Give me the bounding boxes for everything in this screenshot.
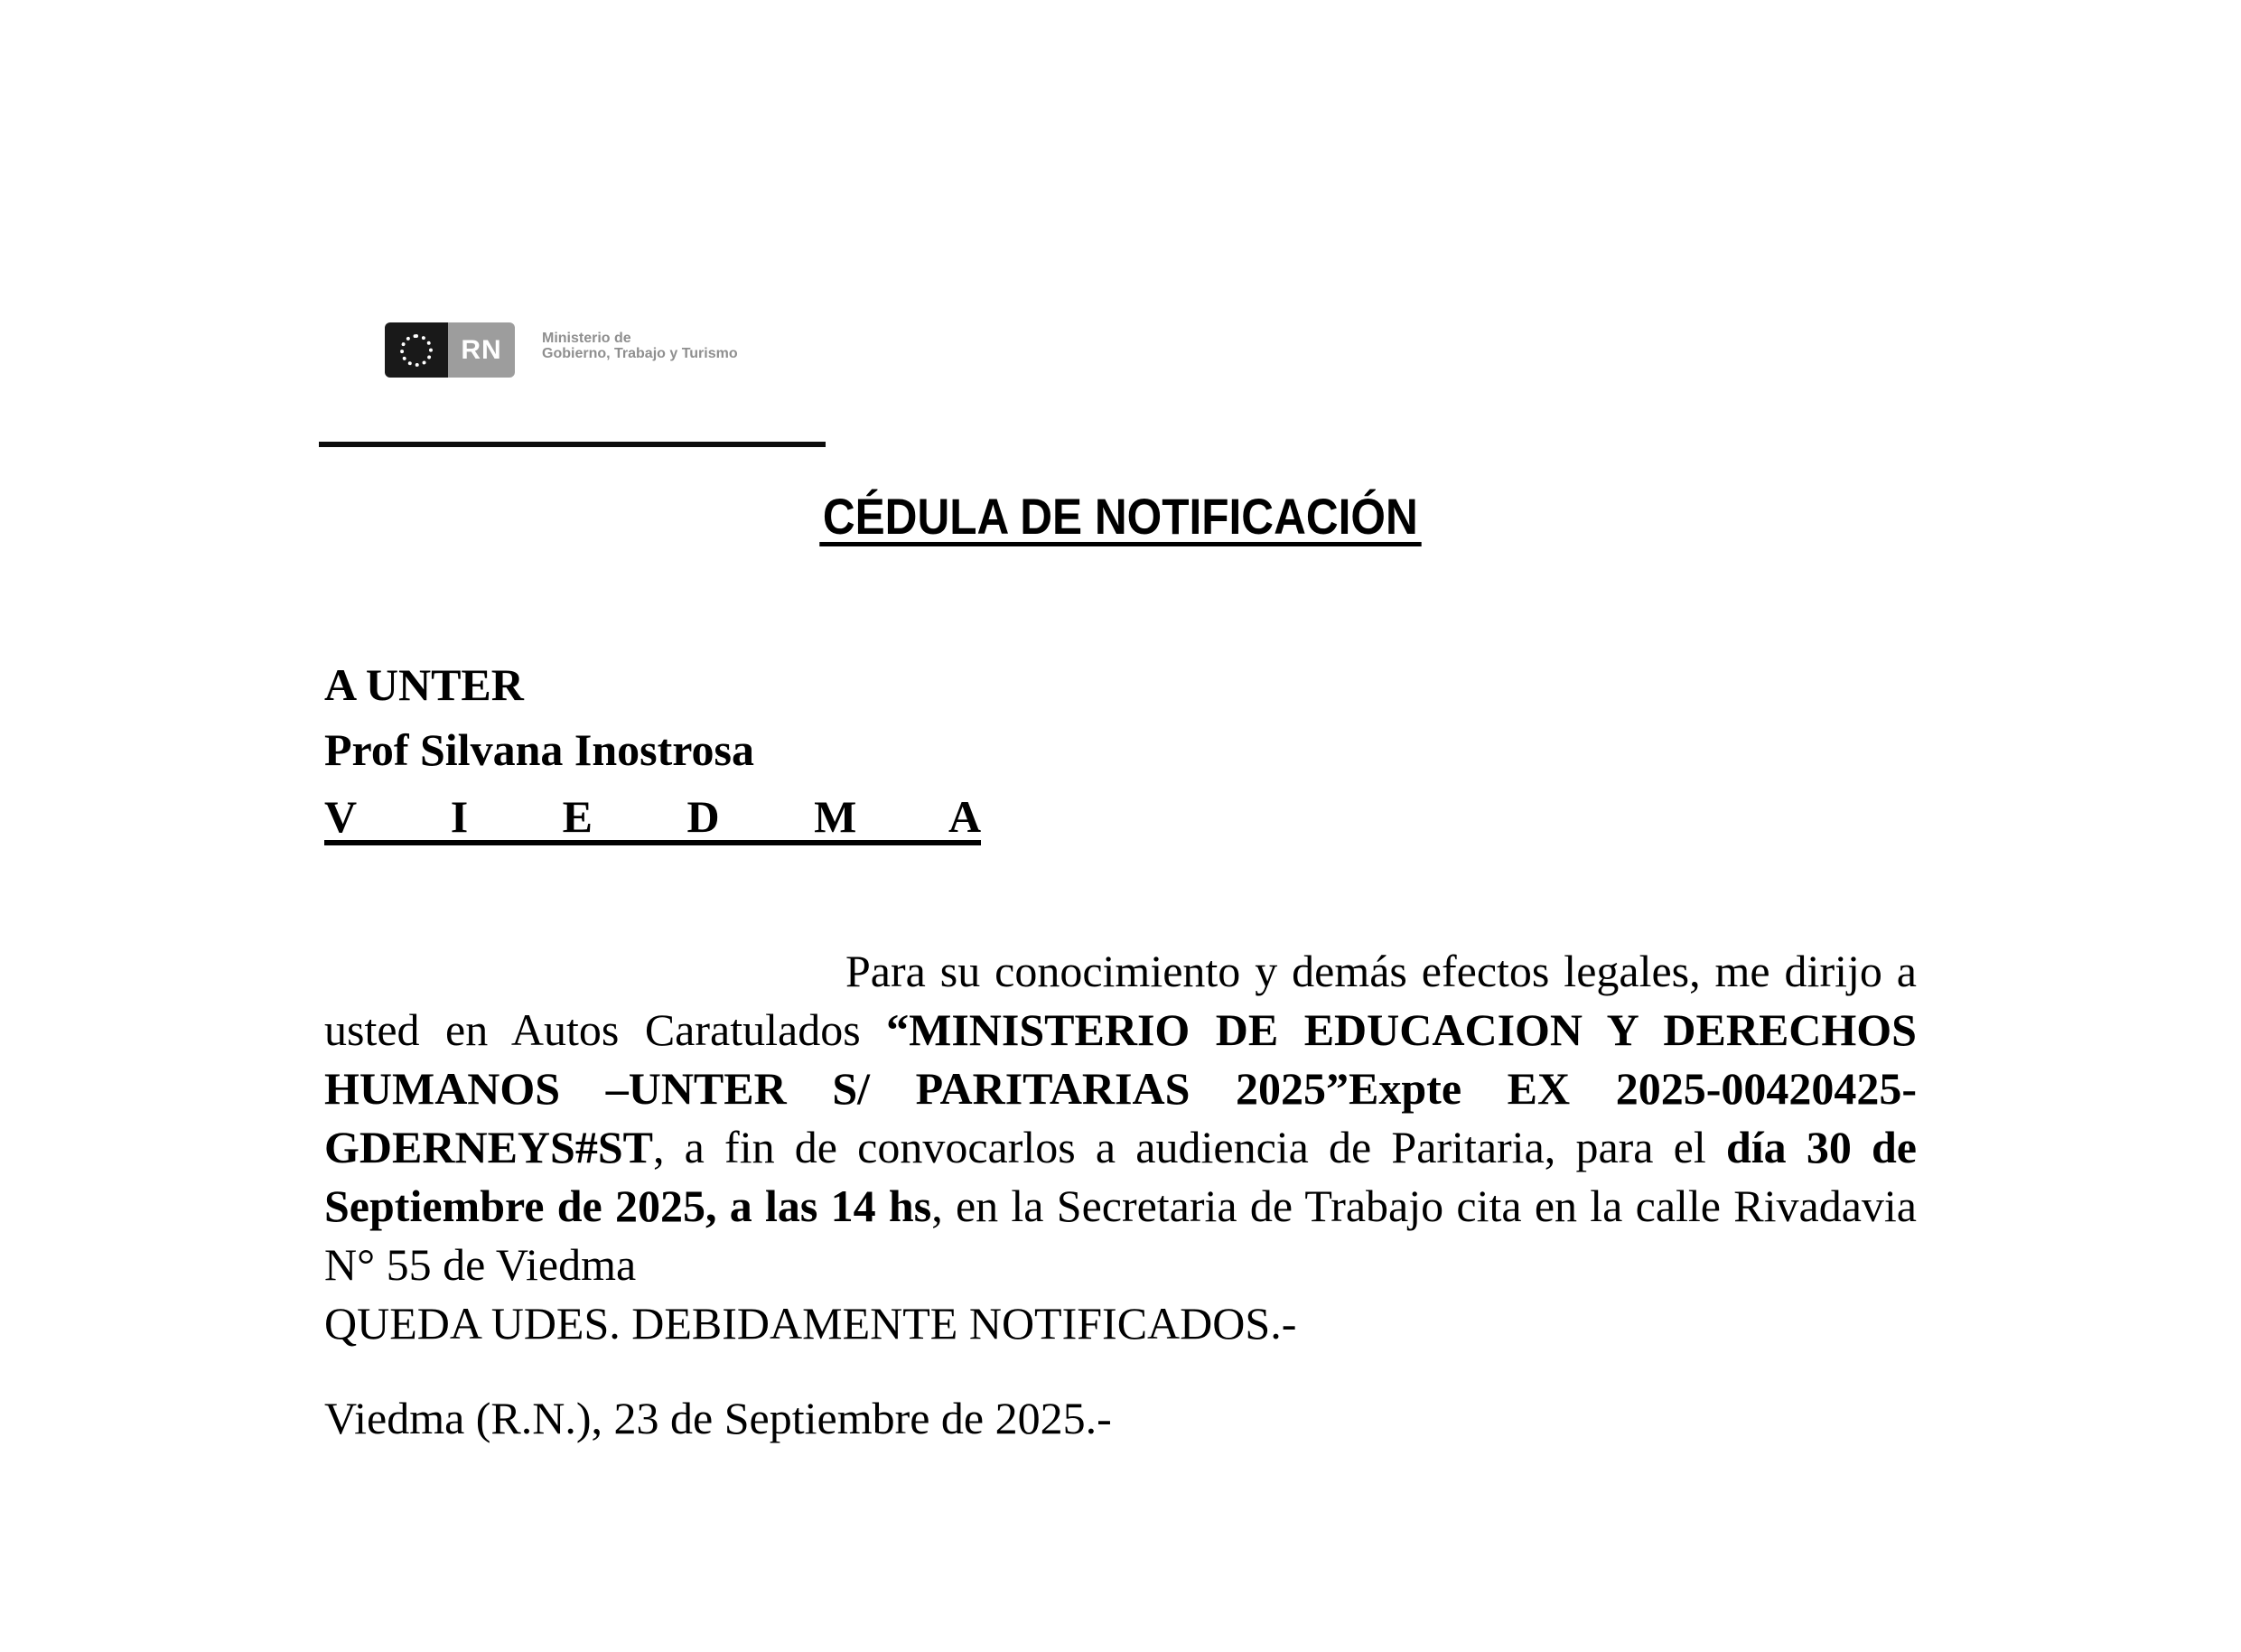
body-line-3: HUMANOS –UNTER S/ PARITARIAS 2025”Expte EX 2025-00420425- [324,1063,1917,1114]
dateline: Viedma (R.N.), 23 de Septiembre de 2025.- [324,1393,1112,1443]
closing-line: QUEDA UDES. DEBIDAMENTE NOTIFICADOS.- [324,1298,1297,1349]
addressee-city-text: V I E D M A [324,793,981,845]
logo-black-box [385,322,448,378]
document-title: CÉDULA DE NOTIFICACIÓN [819,491,1421,546]
ministry-name [542,331,738,361]
addressee-city [324,788,981,846]
body-line-5: Septiembre de 2025, a las 14 hs, en la Secretaria de Trabajo cita en la calle Rivadavia [324,1181,1917,1231]
ministry-name-line1: Ministerio de [542,331,631,346]
ministry-name-line2: Gobierno, Trabajo y Turismo [542,346,738,361]
addressee-org: A UNTER [324,659,524,710]
title-row [0,488,2241,546]
rio-negro-logo [385,322,515,378]
addressee-name: Prof Silvana Inostrosa [324,724,755,775]
body-line-1: Para su conocimiento y demás efectos legales, me dirijo a [845,946,1917,996]
body-line-6: N° 55 de Viedma [324,1239,637,1290]
sun-emblem-icon [400,334,433,367]
body-line-4: GDERNEYS#ST, a fin de convocarlos a audiencia de Paritaria, para el día 30 de [324,1122,1918,1172]
body-line-2: usted en Autos Caratulados “MINISTERIO DE EDUCACION Y DERECHOS [324,1004,1917,1055]
header-rule [319,442,826,447]
body-paragraph [324,942,1917,1353]
logo-rn-badge: RN [448,322,515,378]
